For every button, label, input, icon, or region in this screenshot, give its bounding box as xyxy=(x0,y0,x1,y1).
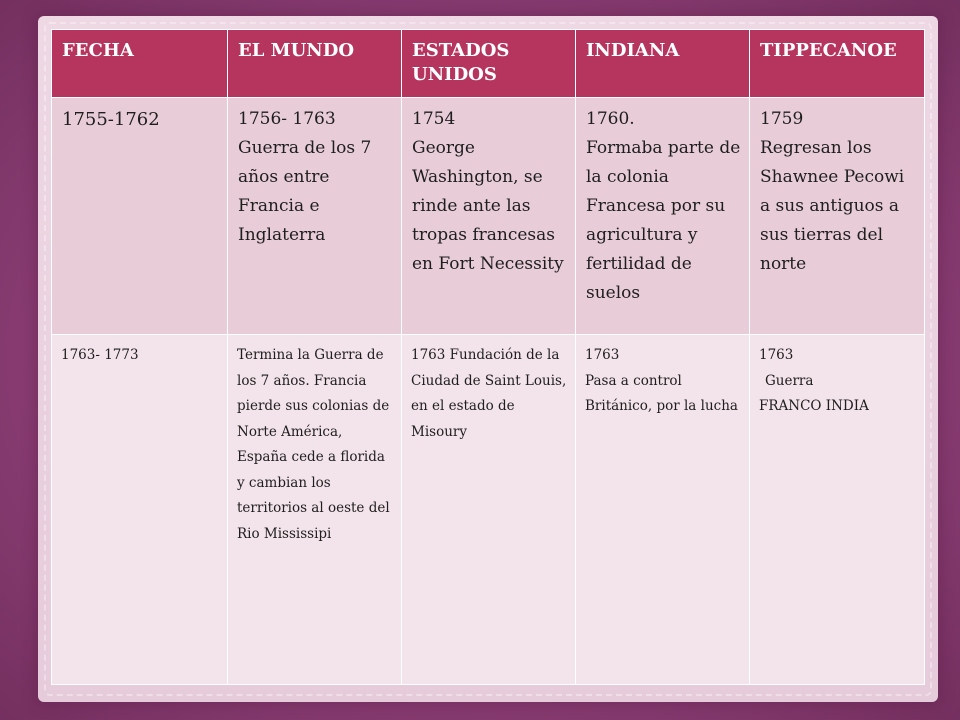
header-indiana: INDIANA xyxy=(576,30,750,98)
cell-text: FRANCO INDIA xyxy=(759,398,869,414)
cell-estados-unidos: 1763 Fundación de la Ciudad de Saint Louis, en el estado de Misoury xyxy=(402,335,576,685)
cell-text: Regresan los Shawnee Pecowi a sus antiguos a sus tierras del norte xyxy=(760,138,905,274)
cell-fecha: 1763- 1773 xyxy=(52,335,228,685)
cell-year: 1756- 1763 xyxy=(238,109,336,129)
timeline-table xyxy=(51,29,925,685)
cell-indiana xyxy=(576,335,750,685)
header-el-mundo: EL MUNDO xyxy=(228,30,402,98)
header-tippecanoe: TIPPECANOE xyxy=(750,30,925,98)
table-row xyxy=(52,335,925,685)
cell-tippecanoe xyxy=(750,98,925,335)
header-estados-unidos: ESTADOS UNIDOS xyxy=(402,30,576,98)
cell-text: Guerra de los 7 años entre Francia e Inglaterra xyxy=(238,138,372,245)
cell-fecha: 1755-1762 xyxy=(52,98,228,335)
cell-year: 1763 xyxy=(759,347,794,363)
cell-el-mundo: Termina la Guerra de los 7 años. Francia pierde sus colonias de Norte América, España cede a florida y cambian los territorios al oeste del Rio Mississipi xyxy=(228,335,402,685)
cell-text: Formaba parte de la colonia Francesa por su agricultura y fertilidad de suelos xyxy=(586,138,741,303)
cell-year: 1760. xyxy=(586,109,635,129)
cell-estados-unidos xyxy=(402,98,576,335)
header-fecha: FECHA xyxy=(52,30,228,98)
cell-tippecanoe xyxy=(750,335,925,685)
cell-year: 1759 xyxy=(760,109,804,129)
cell-text: Guerra xyxy=(765,372,814,389)
cell-year: 1763 xyxy=(585,347,620,363)
table-row xyxy=(52,98,925,335)
cell-text: Pasa a control Británico, por la lucha xyxy=(585,372,738,414)
cell-year: 1754 xyxy=(412,109,456,129)
header-row xyxy=(52,30,925,98)
cell-indiana xyxy=(576,98,750,335)
cell-text: George Washington, se rinde ante las tropas francesas en Fort Necessity xyxy=(412,138,564,274)
cell-el-mundo xyxy=(228,98,402,335)
